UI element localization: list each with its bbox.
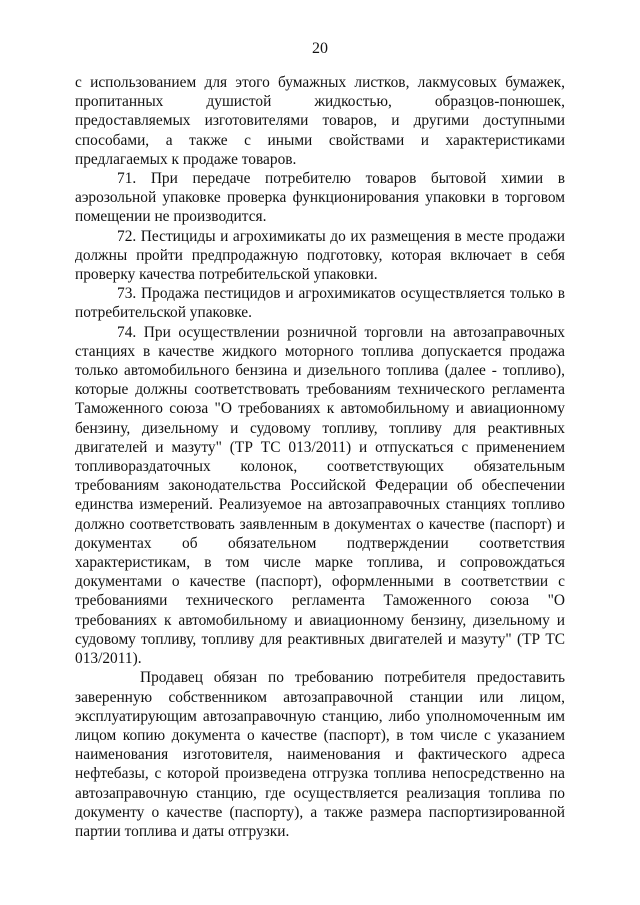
paragraph-item-74: 74. При осуществлении розничной торговли на автозаправочных станциях в качестве жидкого моторного топлива допускается продажа только автомобильного бензина и дизельного топлива (далее - топливо), которые должны соответствовать требованиям технического регламента Таможенного союза "О требованиях к автомобильному и авиационному бензину, дизельному и судовому топливу, топливу для реактивных двигателей и мазуту" (ТР ТС 013/2011) и отпускаться с применением топливораздаточных колонок, соответствующих обязательным требованиям законодательства Российской Федерации об обеспечении единства измерений. Реализуемое на автозаправочных станциях топливо должно соответствовать заявленным в документах о качестве (паспорт) и документах об обязательном подтверждении соответствия характеристикам, в том числе марке топлива, и сопровождаться документами о качестве (паспорт), оформленными в соответствии с требованиями технического регламента Таможенного союза "О требованиях к автомобильному и авиационному бензину, дизельному и судовому топливу, топливу для реактивных двигателей и мазуту" (ТР ТС 013/2011). — [75, 323, 565, 668]
paragraph-item-71: 71. При передаче потребителю товаров бытовой химии в аэрозольной упаковке проверка функционирования упаковки в торговом помещении не производится. — [75, 170, 565, 226]
document-body — [75, 73, 565, 841]
page-number: 20 — [312, 40, 328, 57]
paragraph-continuation: с использованием для этого бумажных листков, лакмусовых бумажек, пропитанных душистой жидкостью, образцов-понюшек, предоставляемых изготовителями товаров, и другими доступными способами, а также с иными свойствами и характеристиками предлагаемых к продаже товаров. — [75, 74, 565, 168]
paragraph-item-72: 72. Пестициды и агрохимикаты до их размещения в месте продажи должны пройти предпродажную подготовку, которая включает в себя проверку качества потребительской упаковки. — [75, 227, 565, 284]
paragraph-item-73: 73. Продажа пестицидов и агрохимикатов осуществляется только в потребительской упаковке. — [75, 285, 565, 322]
paragraph-seller-obligation: Продавец обязан по требованию потребителя предоставить заверенную собственником автозаправочной станции или лицом, эксплуатирующим автозаправочную станцию, либо уполномоченным им лицом копию документа о качестве (паспорт), в том числе с указанием наименования изготовителя, наименования и фактического адреса нефтебазы, с которой произведена отгрузка топлива непосредственно на автозаправочную станцию, где осуществляется реализация топлива по документу о качестве (паспорту), а также размера паспортизированной партии топлива и даты отгрузки. — [75, 669, 565, 840]
